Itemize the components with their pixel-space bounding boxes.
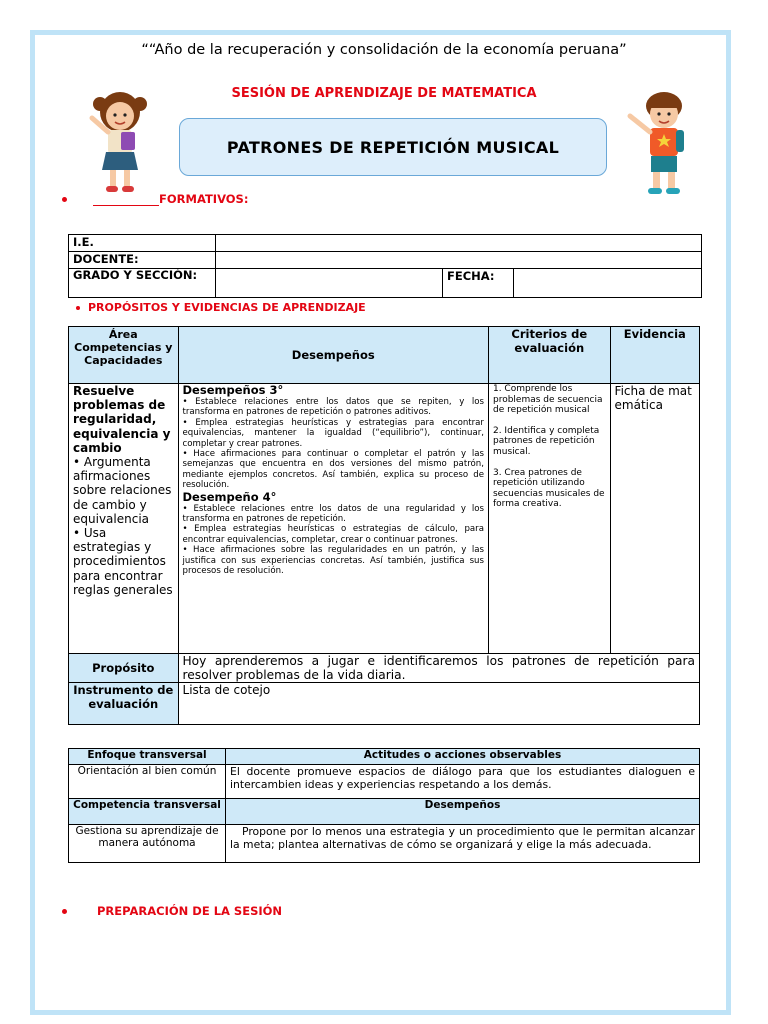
header-desempenos-transversal: Desempeños — [226, 799, 700, 825]
ie-field[interactable] — [216, 235, 702, 252]
instrumento-text: Lista de cotejo — [178, 683, 699, 725]
preparacion-line — [62, 904, 282, 918]
desempeno4-item: • Establece relaciones entre los datos de una regularidad y los transforma en patrones de repetición. — [182, 503, 484, 525]
propositos-heading-line — [76, 301, 366, 314]
boy-illustration — [620, 86, 696, 202]
desempenos-cell — [178, 384, 488, 654]
formativos-label: FORMATIVOS: — [159, 192, 249, 206]
desempeno4-title: Desempeño 4° — [182, 489, 277, 504]
main-title-box — [179, 118, 607, 176]
desempeno4-item: • Hace afirmaciones sobre las regularidades en un patrón, y las justifica con sus experiencias concretas. Así también, justifica sus procesos de resolución. — [182, 545, 484, 577]
capacidad-item: • Argumenta afirmaciones sobre relaciones de cambio y equivalencia — [73, 455, 172, 526]
capacidad-item: • Usa estrategias y procedimientos para encontrar reglas generales — [73, 526, 173, 597]
header-criterios: Criterios de evaluación — [488, 327, 610, 384]
desempeno-transversal-value: Propone por lo menos una estrategia y un procedimiento que le permitan alcanzar la meta; plantea alternativas de cómo se organizará y elige la más adecuada. — [226, 825, 700, 863]
info-table — [68, 234, 702, 298]
instrumento-label: Instrumento de evaluación — [69, 683, 179, 725]
header-actitudes: Actitudes o acciones observables — [226, 749, 700, 765]
session-title: SESIÓN DE APRENDIZAJE DE MATEMATICA — [231, 86, 537, 101]
desempeno3-title: Desempeños 3° — [182, 383, 284, 397]
desempeno3-item: • Establece relaciones entre los datos que se repiten, y los transforma en patrones de repetición o patrones aditivos. — [182, 397, 484, 418]
enfoque-value: Orientación al bien común — [69, 765, 226, 799]
proposito-label: Propósito — [69, 654, 179, 683]
competencia-text: Resuelve problemas de regularidad, equivalencia y cambio — [73, 384, 171, 455]
bullet-icon — [62, 197, 67, 202]
criterio-item: 2. Identifica y completa patrones de repetición musical. — [492, 425, 600, 457]
main-title: PATRONES DE REPETICIÓN MUSICAL — [226, 137, 560, 157]
transversal-table — [68, 748, 700, 863]
docente-field[interactable] — [216, 252, 702, 269]
desempeno3-item: • Emplea estrategias heurísticas y estrategias para encontrar equivalencias, mantener la igualdad (“equilibrio”), continuar, completar y crear patrones. — [182, 417, 484, 449]
fecha-label: FECHA: — [443, 269, 514, 298]
underline-blank — [93, 205, 159, 206]
evidencia-cell: Ficha de matemática — [610, 384, 699, 654]
ie-label: I.E. — [69, 235, 216, 252]
competencia-transversal-value: Gestiona su aprendizaje de manera autónoma — [69, 825, 226, 863]
learning-table — [68, 326, 700, 725]
grado-field[interactable] — [216, 269, 443, 298]
header-competencia-transversal: Competencia transversal — [69, 799, 226, 825]
actitud-value: El docente promueve espacios de diálogo para que los estudiantes dialoguen e intercambien ideas y experiencias respetando a los demás. — [226, 765, 700, 799]
proposito-text: Hoy aprenderemos a jugar e identificaremos los patrones de repetición para resolver problemas de la vida diaria. — [178, 654, 699, 683]
preparacion-label: PREPARACIÓN DE LA SESIÓN — [97, 904, 283, 918]
criterio-item: 1. Comprende los problemas de secuencia de repetición musical — [492, 384, 603, 416]
fecha-field[interactable] — [514, 269, 702, 298]
header-desempenos: Desempeños — [178, 327, 488, 384]
year-motto: ““Año de la recuperación y consolidación de la economía peruana” — [141, 42, 627, 58]
header-enfoque: Enfoque transversal — [69, 749, 226, 765]
grado-label: GRADO Y SECCIÓN: — [69, 269, 216, 298]
criterio-item: 3. Crea patrones de repetición utilizando secuencias musicales de forma creativa. — [492, 467, 605, 510]
formativos-line — [62, 192, 248, 206]
criterios-cell — [488, 384, 610, 654]
header-evidencia: Evidencia — [610, 327, 699, 384]
header-area: Área Competencias y Capacidades — [69, 327, 179, 384]
competencia-cell — [69, 384, 179, 654]
bullet-icon — [62, 909, 67, 914]
girl-illustration — [86, 86, 158, 198]
propositos-heading: PROPÓSITOS Y EVIDENCIAS DE APRENDIZAJE — [88, 301, 366, 314]
desempeno3-item: • Hace afirmaciones para continuar o completar el patrón y las semejanzas que encuentra en dos versiones del mismo patrón, mediante ejemplos concretos. Así también, explica su proceso de resolución. — [182, 449, 484, 491]
docente-label: DOCENTE: — [69, 252, 216, 269]
desempeno4-item: • Emplea estrategias heurísticas o estrategias de cálculo, para encontrar equivalencias, completar, crear o continuar patrones. — [182, 524, 484, 545]
bullet-icon — [76, 306, 80, 310]
